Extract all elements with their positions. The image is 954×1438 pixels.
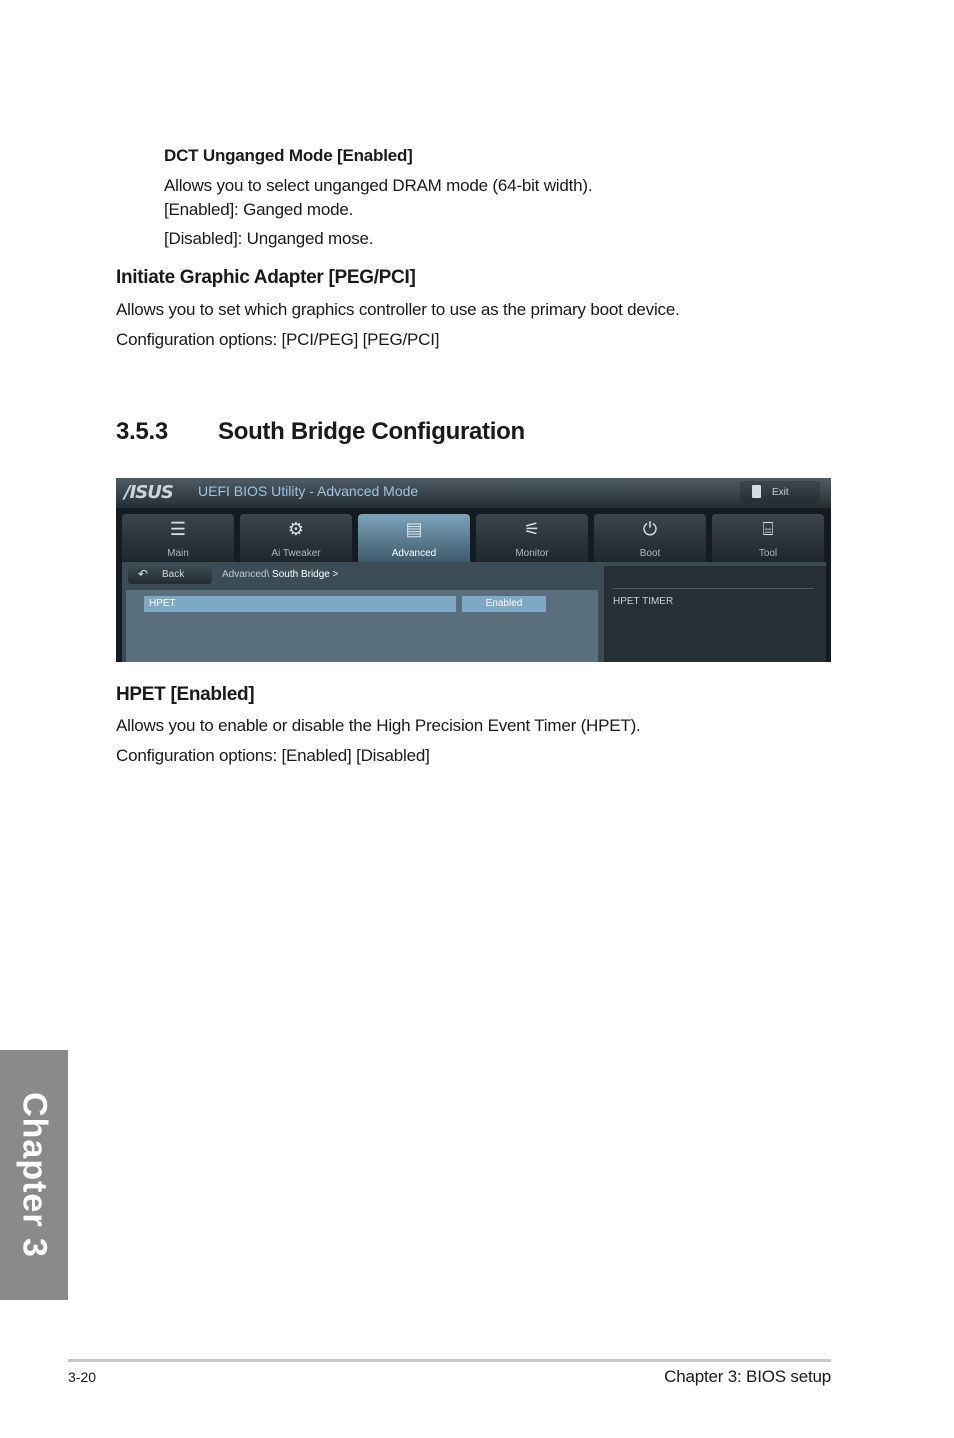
breadcrumb-parent[interactable]: Advanced\ [222,569,270,580]
footer-divider [68,1359,831,1362]
hpet-description: Allows you to enable or disable the High Precision Event Timer (HPET). [116,716,641,735]
hpet-item-label: HPET [149,598,176,609]
page-number: 3-20 [68,1369,97,1385]
back-button[interactable] [128,566,212,584]
bios-tabs [122,514,828,562]
tool-icon: ⌸ [762,519,774,539]
iga-options: Configuration options: [PCI/PEG] [PEG/PCI] [116,330,440,349]
help-divider [612,588,814,589]
exit-icon [752,485,761,498]
section-number: 3.5.3 [116,418,168,445]
hpet-heading: HPET [Enabled] [116,684,255,705]
exit-label: Exit [772,487,789,498]
bios-title-bar [116,478,831,508]
list-icon: ☰ [169,519,187,539]
back-label: Back [162,569,185,580]
tab-ai-tweaker[interactable] [240,514,352,562]
breadcrumb [222,569,338,580]
footer-chapter: Chapter 3: BIOS setup [664,1367,831,1386]
iga-heading: Initiate Graphic Adapter [PEG/PCI] [116,267,416,288]
bios-title: UEFI BIOS Utility - Advanced Mode [198,483,419,499]
advanced-icon: ▤ [405,519,423,539]
tab-boot-label: Boot [639,548,661,559]
tab-main-label: Main [167,548,189,559]
tab-monitor[interactable] [476,514,588,562]
hpet-value-select[interactable] [462,596,546,612]
tab-advanced-label: Advanced [391,548,437,559]
help-text: HPET TIMER [613,596,674,607]
dct-disabled-option: [Disabled]: Unganged mose. [164,229,374,248]
exit-button[interactable] [740,481,820,503]
tab-tool-label: Tool [758,548,778,559]
bios-screenshot [116,478,831,662]
tab-boot[interactable] [594,514,706,562]
tab-advanced[interactable] [358,514,470,562]
gear-icon: ⚙ [287,519,305,539]
hpet-options: Configuration options: [Enabled] [Disabled] [116,746,430,765]
breadcrumb-current: South Bridge > [272,569,339,580]
tab-ai-tweaker-label: Ai Tweaker [271,548,321,559]
bios-content [122,562,826,662]
back-arrow-icon: ↶ [138,567,149,581]
dct-enabled-option: [Enabled]: Ganged mode. [164,200,354,219]
hpet-item[interactable] [144,596,456,612]
dct-description: Allows you to select unganged DRAM mode (64-bit width). [164,176,593,195]
iga-description: Allows you to set which graphics controller to use as the primary boot device. [116,300,680,319]
tab-monitor-label: Monitor [515,548,549,559]
dct-heading: DCT Unganged Mode [Enabled] [164,146,413,165]
chapter-tab-label: Chapter 3 [15,1092,54,1258]
help-pane [604,566,826,662]
power-icon: ⏻ [642,519,658,539]
asus-logo: /ISUS [124,482,173,503]
tab-main[interactable] [122,514,234,562]
monitor-icon: ⚟ [523,519,541,539]
section-title: South Bridge Configuration [218,418,525,445]
hpet-value: Enabled [485,598,523,609]
tab-tool[interactable] [712,514,824,562]
chapter-side-tab [0,1050,68,1300]
